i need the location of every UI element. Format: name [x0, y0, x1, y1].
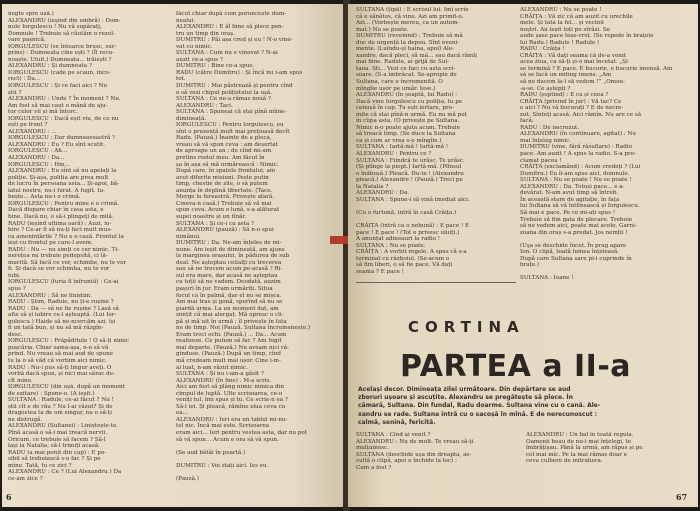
- text-line: IORGULESCU : Prăpăditule ! O să-ți nimic: [8, 338, 129, 345]
- text-line: soare. (S-a îmbrăcat. Se-apropie de: [356, 72, 457, 79]
- text-line: duc de urgență la depou. Sînt eveni-: [356, 39, 460, 46]
- text-line: brațe.): [520, 262, 540, 269]
- text-line: vat cu nimic.: [176, 43, 213, 50]
- text-line: pretins rostul meu. Am făcut în: [176, 155, 265, 162]
- text-line: cu toții să ne vadem. Deodată, auzim: [176, 279, 281, 286]
- text-line: ALEXANDRU : Da.: [356, 190, 410, 197]
- text-line: ești pe front ?: [8, 122, 48, 129]
- text-line: DUMITRU (vine, fără răsuflare) : Radio: [520, 144, 632, 151]
- text-line: IORGULESCU : Pentru mine e o crimă.: [8, 200, 120, 207]
- text-line: SULTANA : Nu se poate ! Nu se poate !: [520, 177, 632, 184]
- text-line: ne de timp. Noi (Pauză. Sultana încremenește.): [176, 325, 311, 332]
- text-line: Oricum, ce trebuie să facem ? Să-l: [8, 436, 106, 443]
- text-line: SULTANA : Și ce-i cu asta ?: [176, 220, 255, 227]
- text-line: RADU : Da — să ne fie rușine ? Lasă să: [8, 305, 119, 312]
- text-line: vorbă dacă spun, și nici mai sărac de-: [8, 371, 115, 378]
- text-line: prind. Nu vreau să mai aud de spune: [8, 351, 114, 358]
- text-line: eram aici... Ieri pentru vestea asta, dar nu pot: [176, 430, 308, 436]
- text-line: mîngîie ușor pe umăr. Iese.): [356, 85, 436, 92]
- text-line: zut. Sînteți acasă. Aici rămîn. Nu are ce să: [520, 111, 642, 118]
- text-line: pleacă.) Alexandre ! (Pauză.) Treci pe: [356, 177, 463, 184]
- text-line: făcut chiar după cum poruncește dum-: [176, 11, 287, 17]
- text-line: ceva culbere de mitraliera.: [526, 458, 603, 465]
- text-line: să se facă un miting imens. „Am: [520, 72, 612, 79]
- text-line: RADU (șoptind) : E ca și ceea ?: [520, 92, 609, 99]
- text-line: bine. Dacă nu, o să-i plingeți de milă.: [8, 213, 114, 220]
- text-line: IORGULESCU : Și ce faci aici ? Nu: [8, 83, 108, 90]
- text-line: zoana din oraș s-a predat. Jos nemții !: [520, 229, 628, 236]
- text-line: se termină ? E pace. E bucurie, e bucurie imensă. Am: [520, 65, 673, 72]
- text-line: ai luat, n-am văzut nimic.: [176, 364, 248, 371]
- text-line: nerețea nu trebuie pedepsită, ci lă-: [8, 253, 108, 260]
- text-line: negte spre ușă.): [8, 11, 54, 17]
- text-line: tor celor vii și mă întorc.: [8, 109, 79, 116]
- text-line: Cum a fost ?: [356, 464, 392, 471]
- text-line: pace ! E pace ! (Tot o privesc uluiți.): [356, 229, 460, 236]
- text-line: Am fost să mai caut o mână de aju-: [8, 102, 108, 109]
- text-line: Eram treci ochi. (Pauză.) ... Da... Acum: [176, 331, 287, 338]
- text-line: timp, chestie de zile, o să putem: [176, 181, 268, 188]
- section-rule: [356, 282, 516, 283]
- text-line: CRĂIȚA (privind în jur) : Vă tac? Ce: [520, 98, 622, 105]
- text-line: spun ceva. Acum o lună, s-a alăturat: [176, 207, 280, 214]
- text-line: știi cît e de rău ? Nu l-ai văzut? Și de: [8, 403, 113, 410]
- left-page: [2, 4, 345, 507]
- text-line: pașuri în jur. Eram urmăriți. Situa: [176, 285, 273, 292]
- text-line: IORGULESCU (se întoarce brusc, sur-: [8, 43, 117, 50]
- right-column-1: [356, 7, 516, 283]
- text-line: mai departe. (Pauză.) Nu aveam nici ră-: [176, 344, 289, 351]
- text-line: ne distrugă.: [8, 416, 43, 423]
- text-line: cămară, Sultana. Din fundal, Radu doarme. Sultana vine cu o cană. Ale-: [358, 402, 601, 410]
- text-line: la Natalia ?: [356, 183, 389, 190]
- text-line: clamat pacea !: [520, 157, 562, 164]
- text-line: pă și mă uit în urmă ; îl privește în fata: [176, 318, 287, 325]
- text-line: seama ? E pace !: [356, 268, 404, 275]
- text-line: o să vezi chipul polițistului la ușă.: [176, 89, 273, 96]
- text-line: După care Sultana sare pi-i cuprinde în: [520, 255, 632, 262]
- text-line: noaște. Uluit.) Dumneata... trăiești ?: [8, 56, 112, 63]
- text-line: mulțumesc.: [356, 445, 389, 452]
- text-line: -a-se. Ce aștepți ?: [520, 85, 571, 92]
- text-line: IORGULESCU (cade pe scaun, inco-: [8, 69, 111, 76]
- text-line: gulescu.) Haide să ne-ncercăm azi, își: [8, 318, 116, 325]
- text-line: CRĂIȚA : Vă zic că am auzit cu urechile: [520, 13, 633, 20]
- text-line: ALEXANDRU : Un bal în toată regula.: [526, 432, 634, 438]
- text-line: mai înțeleg nimic.: [520, 137, 572, 144]
- text-line: DUMITRU : Voi stați aici. Ies eu.: [176, 462, 269, 469]
- text-line: DUMITRU : Mai păstrează și pentru cînd: [176, 83, 293, 90]
- text-line: RADU (către Dumitru) : Și încă nu i-am spus: [176, 69, 303, 76]
- text-line: nimănui.: [176, 233, 201, 240]
- text-line: rect) : Da...: [8, 76, 41, 83]
- right-bottom-column-2: [526, 432, 692, 492]
- text-line: dragostea ta de om singur, nu o să-ți: [8, 410, 112, 417]
- text-line: (Uşa se deschide încet. În prag apare: [520, 242, 627, 249]
- text-line: dimineață.: [176, 115, 207, 122]
- text-line: ce-am zice ?: [8, 475, 43, 481]
- text-line: ALEXANDRU : ...: [8, 128, 57, 135]
- text-line: lui Radu.) Radule ! Radule !: [520, 39, 600, 46]
- text-line: IORGULESCU : Dacă eșit viu, de ce nu: [8, 115, 119, 122]
- text-line: SULTANA (țipă) : E scrisul lui. Îmi scrie: [356, 7, 469, 13]
- text-line: xandru se rade. Sultana intră cu o sacoșă în mînă. E de nerecunoscut :: [358, 410, 598, 418]
- text-line: în clipa asta. (O privește pe Sultana.: [356, 118, 460, 125]
- text-line: sînt o prezență mult mai prețioasă decît: [176, 128, 290, 135]
- left-column-2: [176, 11, 339, 481]
- text-line: realizeze. Ce putem să fac ? Am fugit: [176, 338, 282, 345]
- text-line: ALEXANDRU : Unde ? În moment ? Nu.: [8, 96, 121, 103]
- text-line: Aici am fost să plâng nimic nimica din: [176, 384, 285, 391]
- text-line: calmă, senină, fericită.: [358, 418, 436, 426]
- text-line: IORGULESCU (din ușă, după un moment: [8, 384, 125, 391]
- text-line: iatul nostru, nu-i furat. A fugit. Iu-: [8, 187, 105, 194]
- text-line: că e sănătos, că vine. Azi am primit-o.: [356, 13, 464, 20]
- text-line: ALEXANDRU (ieșind din umbră) : Dom-: [8, 17, 121, 24]
- text-line: ALEXANDRU (pauză) : Să n-o spui: [176, 227, 274, 234]
- text-line: mă credeam mult mai ușor. Cine i-m-: [176, 357, 281, 364]
- text-line: CRĂIȚA : Vă dați seama că de-a venit: [520, 52, 627, 59]
- text-line: sul era mare, dar acasă ne așteptau: [176, 272, 278, 279]
- text-line: vare pașnică.: [8, 37, 46, 44]
- text-line: SULTANA : Iartă-mă ! Iartă-mă !: [356, 144, 449, 151]
- text-line: desc.: [8, 331, 23, 338]
- text-line: SULTANA (deschide ușa din dreapta, as-: [356, 451, 472, 458]
- text-line: ca și cum ar vrea s-o mîngîie.): [356, 137, 442, 144]
- text-line: devărat. N-am avut timp să întreb.: [520, 190, 619, 197]
- text-line: tot.: [176, 76, 186, 83]
- text-line: anunța în deplină libertate. (Tace.: [176, 187, 273, 194]
- text-line: RADU : Nu — nu simți ce cer nimic. Ti-: [8, 246, 120, 253]
- text-line: deal. Ne așteptau ceilalți cu trecerea: [176, 259, 282, 266]
- text-line: SULTANA : Și nu i-am-a găsit ?: [176, 371, 264, 378]
- text-line: bire ? Ce-ar fi să nu-ți faci mult mus-: [8, 227, 113, 234]
- text-line: După care, în spatele frontului, am: [176, 168, 276, 175]
- text-line: noștri. Au ieșit toți pe străzi. Se: [520, 26, 610, 33]
- text-line: facă.: [520, 118, 534, 125]
- text-line: știi ?: [8, 89, 22, 96]
- text-line: ginduse. (Pauză.) După un timp, cînd: [176, 351, 281, 358]
- text-line: IORGULESCU (furia îl înfruntă) : Ce-ai: [8, 279, 119, 286]
- text-line: Azi... (Vorbește mereu, ca un autom-: [356, 20, 460, 27]
- text-line: Radu. (Pauză.) Înainte de a pleca,: [176, 135, 272, 142]
- text-line: ALEXANDRU : Nu se poate !: [520, 7, 602, 13]
- text-line: fi. Și dacă se vor schimba, nu te vor: [8, 266, 110, 273]
- text-line: SULTANA : Cum nu e vinovat ? N-ai: [176, 50, 278, 57]
- text-line: În această stare de agitație, în fața: [520, 196, 620, 203]
- text-line: Să mai e pace. Pe ce mi-ați spus !: [520, 209, 616, 216]
- text-line: aude șase pace Ieșe-vreț. (Se repede în brațele: [520, 33, 654, 40]
- right-page-number: 67: [676, 492, 688, 502]
- text-line: lași la Natalia, să-l trimiți acasă.: [8, 443, 100, 450]
- text-line: nealui.: [176, 17, 196, 24]
- text-line: mat.) Nu se poate.: [356, 26, 409, 33]
- text-line: Dumitru.) Eu îi-am spus aici, domnule.: [520, 170, 630, 177]
- right-column-2: [520, 7, 692, 283]
- text-line: iubi.: [8, 272, 21, 279]
- text-line: focul ca în palmă, dar el nu se mișca.: [176, 292, 282, 299]
- text-line: cît mine.: [8, 377, 33, 384]
- heading-cortina: CORTINA: [408, 318, 525, 336]
- text-line: (Cu o furtună, intră în casă Crăița.): [356, 209, 457, 216]
- text-line: tru un timp din oraș.: [176, 30, 235, 37]
- text-line: SULTANA : Radule, ce-ai făcut ? Nu !: [8, 397, 114, 404]
- text-line: (Se aud bătăi în poartă.): [176, 449, 246, 456]
- text-line: ALEXANDRU : Să ne liniștim.: [8, 292, 93, 299]
- text-line: Domnule ! Trebuie să căutăm o rezol-: [8, 30, 115, 37]
- text-line: șa în așa să mă urmărească : Nimic.: [176, 161, 279, 168]
- text-line: acea ziua, ca să-ți și-o mai încetat. „Și: [520, 59, 628, 66]
- text-line: alte să și iubire ce-l așteaptă. (Lui Ior-: [8, 312, 117, 319]
- text-line: pace. Am auzit ! A spus la radio. S-a pro-: [520, 151, 636, 158]
- text-line: zboruri ușoare și ascuțite. Alexandru se pregătește să plece. În: [358, 394, 573, 402]
- text-line: Ion. O clipă, toată lumea înțeleasă.: [520, 249, 620, 256]
- text-line: RADU (ieșind ultima oară) : Auzi, iu-: [8, 220, 112, 227]
- text-line: DUMITRU (revenind) : Trebuie să mă: [356, 33, 463, 40]
- text-line: piardă urma. La un moment dat, am: [176, 305, 279, 312]
- text-line: ALEXANDRU : E ăl bine să plece pen-: [176, 24, 284, 31]
- text-line: îmbrățișau. Până la urmă, am răpus și pe: [526, 445, 643, 452]
- text-line: RADU : De necrezut.: [520, 124, 580, 131]
- page-marker-tab: [330, 236, 348, 244]
- text-line: avut diferite misiuni. Peste putin: [176, 174, 269, 181]
- text-line: IORGULESCU : Hm...: [8, 161, 70, 168]
- text-line: Dacă dispare chiar în casa asta, e: [8, 207, 104, 214]
- text-line: să ne ducem la-l să vedem !” „Omou-: [520, 79, 625, 86]
- text-line: prins) : Dumneata cine ești ? (Îl recu-: [8, 50, 115, 57]
- text-line: de lucru în persoana asta... Și-apoi, bă-: [8, 181, 120, 188]
- text-line: o înăbușă.) Pleacă. Du-te ! (Alexandru: [356, 170, 464, 177]
- text-line: de aproape un an ; de cînd mi-am: [176, 148, 272, 155]
- text-line: ea...: [176, 410, 188, 417]
- text-line: auzit ce-a spus ?: [176, 56, 223, 63]
- text-line: ALEXANDRU : Ieri era un tablul mi-nu-: [176, 416, 288, 423]
- text-line: CRĂIȚA : A vorbit regele. A spus că s-a: [356, 249, 467, 256]
- text-line: simțit că mai alergaț. Mă opresc o cli-: [176, 312, 284, 319]
- text-line: RADU : Crăița !: [520, 46, 565, 53]
- text-line: RADU : Nu-i pus să-ți lingur aveți. O: [8, 364, 112, 371]
- text-line: SULTANA : Nu se poate.: [356, 242, 426, 249]
- text-line: tol nic. Încă mai este. Scrisoarea: [176, 423, 270, 430]
- text-line: cel mai mic. Pe la mai rămas doar e: [526, 451, 628, 458]
- text-line: Am mai tras și gonă, sperînd să nu se: [176, 299, 283, 306]
- right-bottom-column-1: [356, 432, 521, 492]
- text-line: sau să ne trecem acum pe-acasă ? Ri-: [176, 266, 283, 273]
- text-line: să treacă timp. (Se duce la Sultana: [356, 131, 456, 138]
- text-line: e aici ? Nu vă bucurați ? E de necre-: [520, 105, 624, 112]
- text-line: ca amenințările ? Nu e o cază. Frontul la: [8, 233, 124, 240]
- text-line: ALEXANDRU : Pentru ce ?: [356, 151, 432, 158]
- text-line: tu la o să văd că vorbim aici nimic.: [8, 357, 107, 364]
- text-line: murită. Să facă ce vor, schimbe, nu te vor: [8, 259, 127, 266]
- text-line: A anunțat adineauri la radio !: [356, 236, 441, 243]
- text-line: Cineva-n casă.) Trebuie să vă mai: [176, 200, 272, 207]
- text-line: bește... Asta nu-i o crimă.: [8, 194, 81, 201]
- text-line: CRĂIȚA (intră ca o nebună) : E pace ! E: [356, 223, 470, 230]
- text-line: Să-l iei. Și pleacă, rămîne ziua ceva cu: [176, 403, 286, 410]
- text-line: ALEXANDRU (Sultanei) : Liniștește-te.: [8, 423, 119, 430]
- text-line: vreau să vă spun ceva : am deșertat: [176, 141, 278, 148]
- right-page: [348, 4, 698, 507]
- left-column-1: [8, 11, 166, 481]
- text-line: SULTANA : Ioane !: [520, 275, 574, 282]
- text-line: ALEXANDRU : Da. Totuși pace... e a-: [520, 183, 625, 190]
- text-line: ALEXANDRU : Nu de mult. Te vreau să-ți: [356, 438, 474, 445]
- text-line: ALEXANDRU (în continuare, agitat) : Nu: [520, 131, 636, 138]
- text-line: SULTANA : Spuneai că stai pînă mîine-: [176, 109, 287, 116]
- text-line: Pînă acasă o să-i mai treacă nervii.: [8, 430, 107, 436]
- text-line: mine. Tată, tu ce zici ?: [8, 462, 72, 469]
- text-line: (Pauză.): [176, 475, 199, 481]
- text-line: ALEXANDRU : Taci.: [176, 102, 233, 109]
- text-line: supei noastre și un tînăr.: [176, 213, 247, 220]
- text-line: cîmpul de luptă. Ulte scrisoarea, ce-o: [176, 390, 283, 397]
- text-line: mente. (Luîndu-și haina, apoi) Ale-: [356, 46, 455, 53]
- text-line: la marginea orașului, în pădurea de sub: [176, 253, 290, 260]
- text-line: poliție. Și-așa, poliția are prea mult: [8, 174, 109, 181]
- text-line: ieși cu frontul pe care-l avem.: [8, 240, 93, 247]
- text-line: terminat cu războiul. (Se-acum o: [356, 255, 450, 262]
- text-line: SULTANA : Fiindcă te urăsc. Te urăsc.: [356, 157, 465, 164]
- text-line: DUMITRU : Da. Ne-am înțeles de mi-: [176, 240, 282, 247]
- text-line: mai bine. Radule, ai grijă de Sul-: [356, 59, 450, 66]
- text-line: Oamenii beau de nu-i mai înțelegi, te: [526, 438, 632, 445]
- text-line: ALEXANDRU : Da...: [8, 155, 65, 162]
- text-line: Dacă vine Iorgulescu cu poliția, tu pe: [356, 98, 463, 105]
- text-line: sibil să trebuiască s-o fac ? Și pe: [8, 456, 101, 463]
- text-line: RADU : Știm, Radule, nu ți-e rușine ?: [8, 299, 114, 306]
- text-line: SULTANA : Ce ne-a rămas nouă ?: [176, 96, 271, 103]
- text-line: CRĂIȚA (exclamând) : Acum credeți ? (Lui: [520, 164, 641, 171]
- text-line: ALEXANDRU : Eu ? Eu sînt scutit.: [8, 141, 106, 148]
- text-line: de ezitare) : Spune-o. (A ieșit.): [8, 390, 95, 397]
- text-line: RADU (a mai ponit din cap) : E po-: [8, 449, 107, 456]
- text-line: Același decor. Dimineața zilei următoare. Din depărtare se aud: [358, 386, 571, 393]
- text-line: Trebuie să fim gata de plecare. Trebuie: [520, 216, 633, 223]
- text-line: fi un tată bun, și nu să mă răzgîn-: [8, 325, 104, 332]
- text-line: SULTANA : Spune-i să vină imediat aici.: [356, 196, 470, 203]
- text-line: ALEXANDRU (în fine) : M-a scris.: [176, 377, 272, 384]
- text-line: cenușă în cap. Tu ești iertare, pro-: [356, 105, 454, 112]
- text-line: Merge la fereastră. Privește afară.: [176, 194, 275, 201]
- text-line: ALEXANDRU : Ce ? (Lui Alexandru.) Da: [8, 469, 122, 476]
- left-page-number: 6: [6, 492, 12, 502]
- text-line: pușcăria. Chiar sama-așa, n-o să vă: [8, 344, 109, 351]
- text-line: să ne vedem aici, poate mai acolo. Garni-: [520, 223, 637, 230]
- text-line: Nimic n-o poate ajuta acum. Trebuie: [356, 124, 460, 131]
- text-line: cultă o clipă, apoi o închide la loc) :: [356, 458, 457, 465]
- text-line: veniți tul, îmi spus și tu. Ce scrie-n ea ?: [176, 397, 288, 404]
- text-line: SULTANA : Cînd ai venit ?: [356, 432, 431, 438]
- text-line: (Și plînge la piept.) Iartă-mă. (Plînsul: [356, 164, 462, 171]
- text-line: IORGULESCU : Pentru Iorgulescu, eu: [176, 122, 284, 129]
- text-line: ALEXANDRU : Eu sînt să nu apelați la: [8, 168, 117, 175]
- act-intro-stage-directions: [358, 386, 693, 427]
- text-line: mite că stai pînă-n urmă. Eu nu mă pot: [356, 111, 467, 118]
- text-line: ALEXANDRU (în șoaptă, lui Radu) :: [356, 92, 458, 99]
- text-line: nule Iorgulescu ! Nu vă supărați,: [8, 24, 102, 31]
- text-line: IORGULESCU : Dar dumneavoastră ?: [8, 135, 116, 142]
- text-line: IORGULESCU : Ah...: [8, 148, 68, 155]
- heading-partea: PARTEA a II-a: [400, 349, 632, 384]
- text-line: nune. Am ieșit de dimineață, am ajuns: [176, 246, 285, 253]
- text-line: ALEXANDRU : Și dumneata ?: [8, 63, 92, 70]
- text-line: spus ?: [8, 285, 26, 292]
- text-line: mele. Și tata la fel... și vecinii: [520, 20, 604, 27]
- text-line: xandre, dacă pleci, să mă... sau dacă rămîi: [356, 52, 477, 59]
- text-line: DUMITRU : Păi așa cred și eu ! N-o vine-: [176, 37, 293, 44]
- text-line: lui Sultana să vă întîlnească și Iorgulescu.: [520, 203, 640, 210]
- text-line: DUMITRU : Bine ce-a spus.: [176, 63, 254, 70]
- text-line: tana. Ști... Vezi ce faci cu asta scri-: [356, 65, 456, 72]
- text-line: să vă spun... Acum e ora să vă spun.: [176, 436, 279, 443]
- text-line: Sultana, care e încremenită. O: [356, 79, 443, 86]
- text-line: să fim liberi, o să fie pace. Vă dați: [356, 262, 453, 269]
